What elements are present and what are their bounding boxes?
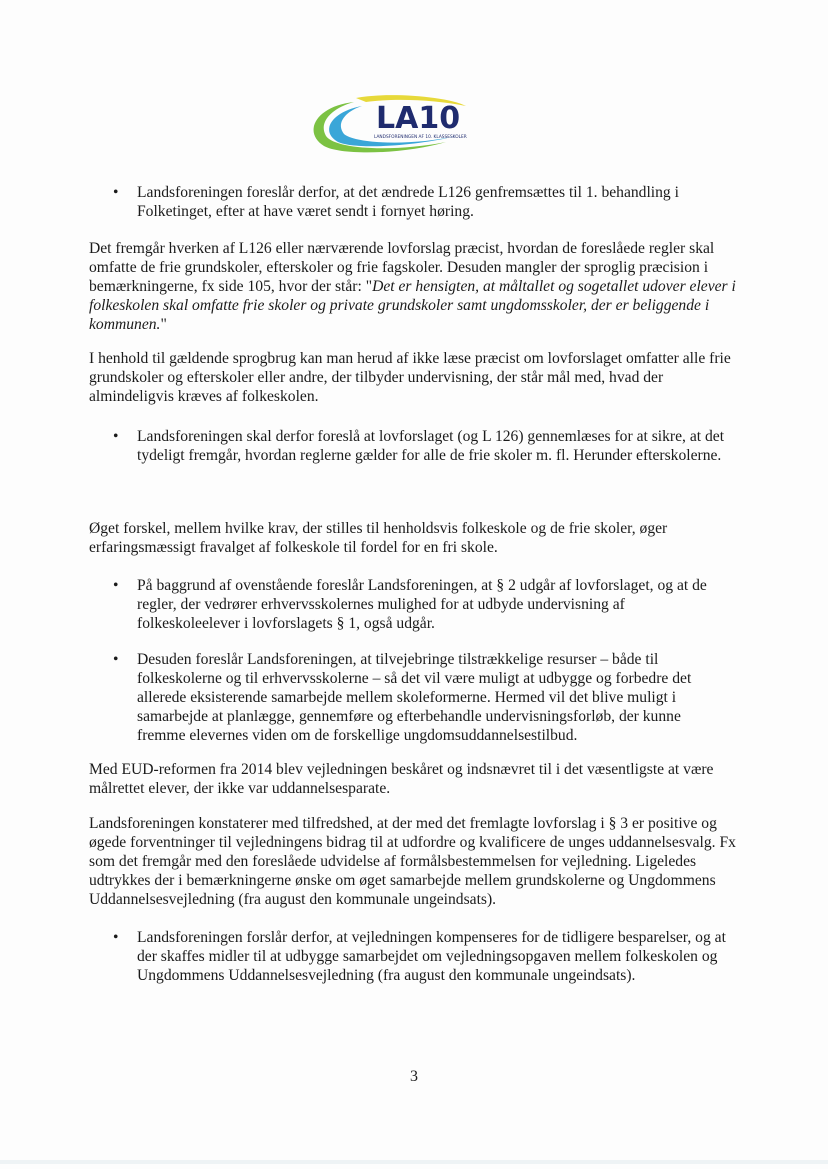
bullet-item bbox=[113, 650, 729, 745]
quote-close: " bbox=[160, 316, 167, 333]
bullet-text: Landsforeningen forslår derfor, at vejledningen kompenseres for de tidligere besparelser, og at der skaffes midler til at udbygge samarbejdet om vejledningsopgaven mellem folkeskolen og Ungdommens Uddannelsesvejledning (fra august den kommunale ungeindsats). bbox=[137, 929, 726, 984]
bullet-text: Desuden foreslår Landsforeningen, at tilvejebringe tilstrækkelige resurser – både til folkeskolerne og til erhvervsskolerne – så det vil være muligt at udbygge og forbedre det allerede eksisterende samarbejde mellem skoleformerne. Hermed vil det blive muligt i samarbejde at planlægge, gennemføre og efterbehandle undervisningsforløb, der kunne fremme elevernes viden om de forskellige ungdomsuddannelsestilbud. bbox=[137, 651, 692, 744]
quoted-italic-text: Det er hensigten, at måltallet og sogetallet udover elever i folkeskolen skal omfatte frie skoler og private grundskoler samt ungdomsskoler, der er beliggende i kommunen. bbox=[89, 278, 736, 333]
bullet-text: På baggrund af ovenstående foreslår Landsforeningen, at § 2 udgår af lovforslaget, og at de regler, der vedrører erhvervsskolernes mulighed for at udbyde undervisning af folkeskoleelever i lovforslagets § 1, også udgår. bbox=[137, 577, 707, 632]
logo-text: LA10 bbox=[376, 101, 461, 136]
la10-logo bbox=[296, 92, 506, 160]
bullet-item bbox=[113, 427, 729, 465]
paragraph-text: Øget forskel, mellem hvilke krav, der stilles til henholdsvis folkeskole og de frie skoler, øger erfaringsmæssigt fravalget af folkeskole til fordel for en fri skole. bbox=[89, 520, 668, 556]
bullet-marker: • bbox=[113, 428, 119, 445]
paragraph-text: Det fremgår hverken af L126 eller nærværende lovforslag præcist, hvordan de foreslåede regler skal omfatte de frie grundskoler, efterskoler og frie fagskoler. Desuden mangler der sproglig præcision i bemærkningerne, fx side 105, hvor der står: " bbox=[89, 240, 715, 295]
bullet-item bbox=[113, 576, 729, 633]
bullet-text: Landsforeningen foreslår derfor, at det ændrede L126 genfremsættes til 1. behandling i Folketinget, efter at have været sendt i fornyet høring. bbox=[137, 184, 679, 220]
paragraph-text: Landsforeningen konstaterer med tilfredshed, at der med det fremlagte lovforslag i § 3 er positive og øgede forventninger til vejledningens bidrag til at udfordre og kvalificere de unges uddannelsesvalg. Fx som det fremgår med den foreslåede udvidelse af formålsbestemmelsen for vejledning. Ligeledes udtrykkes der i bemærkningerne ønske om øget samarbejde mellem grundskolerne og Ungdommens Uddannelsesvejledning (fra august den kommunale ungeindsats). bbox=[89, 815, 736, 908]
scan-edge bbox=[0, 1160, 828, 1164]
logo-subtitle: LANDSFORENINGEN AF 10. KLASSESKOLER bbox=[374, 135, 467, 140]
bullet-text: Landsforeningen skal derfor foreslå at lovforslaget (og L 126) gennemlæses for at sikre, at det tydeligt fremgår, hvordan reglerne gælder for alle de frie skoler m. fl. Herunder efterskolerne. bbox=[137, 428, 725, 464]
bullet-marker: • bbox=[113, 184, 119, 201]
paragraph-text: I henhold til gældende sprogbrug kan man herud af ikke læse præcist om lovforslaget omfatter alle frie grundskoler og efterskoler eller andre, der tilbyder undervisning, der står mål med, hvad der almindeligvis kræves af folkeskolen. bbox=[89, 350, 731, 405]
page-number: 3 bbox=[410, 1068, 418, 1085]
bullet-marker: • bbox=[113, 929, 119, 946]
paragraph bbox=[89, 349, 739, 406]
bullet-marker: • bbox=[113, 651, 119, 668]
paragraph bbox=[89, 239, 739, 334]
paragraph bbox=[89, 814, 739, 909]
bullet-marker: • bbox=[113, 577, 119, 594]
la10-logo-graphic bbox=[296, 92, 506, 160]
bullet-item bbox=[113, 928, 729, 985]
paragraph bbox=[89, 519, 739, 557]
bullet-item bbox=[113, 183, 729, 221]
paragraph bbox=[89, 760, 739, 798]
paragraph-text: Med EUD-reformen fra 2014 blev vejledningen beskåret og indsnævret til i det væsentligste at være målrettet elever, der ikke var uddannelsesparate. bbox=[89, 761, 714, 797]
